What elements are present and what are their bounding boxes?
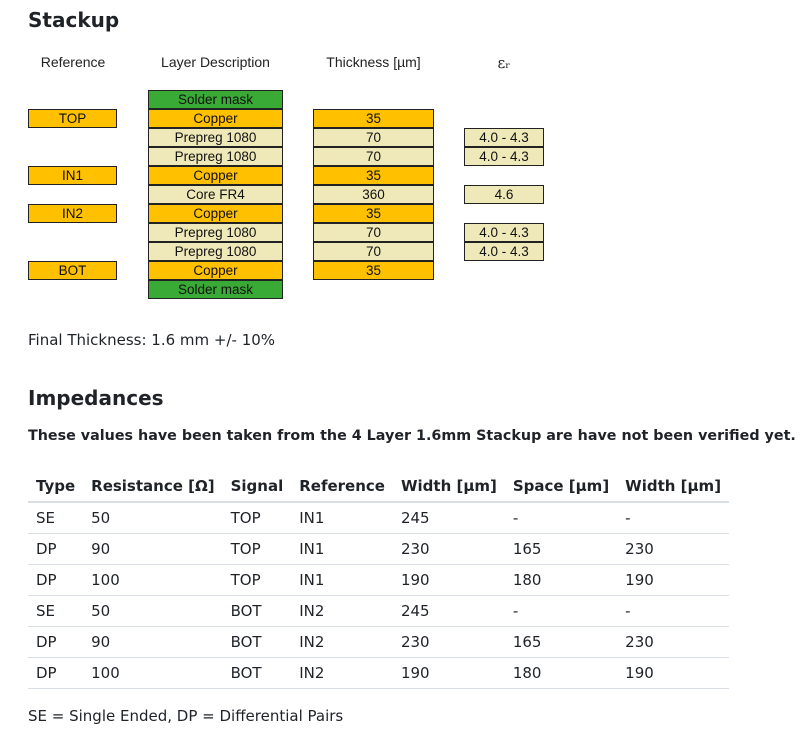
cell-space: - <box>505 502 617 534</box>
cell-space: 165 <box>505 534 617 565</box>
cell-signal: TOP <box>223 565 292 596</box>
cell-resistance: 100 <box>83 565 222 596</box>
thickness-prepreg-2: 70 <box>313 147 434 166</box>
layer-copper-top: Copper <box>148 109 283 128</box>
cell-width-2: 230 <box>617 534 729 565</box>
cell-reference: IN2 <box>291 658 393 689</box>
reference-column-header: Reference <box>40 54 106 70</box>
reference-top: TOP <box>28 109 117 128</box>
layer-core: Core FR4 <box>148 185 283 204</box>
cell-width-2: 190 <box>617 565 729 596</box>
layer-solder-mask-top: Solder mask <box>148 90 283 109</box>
table-row <box>28 658 729 689</box>
cell-width-2: 230 <box>617 627 729 658</box>
layer-copper-in2: Copper <box>148 204 283 223</box>
er-prepreg-3: 4.0 - 4.3 <box>464 223 544 242</box>
thickness-core: 360 <box>313 185 434 204</box>
cell-reference: IN1 <box>291 534 393 565</box>
cell-type: SE <box>28 596 83 627</box>
cell-resistance: 100 <box>83 658 222 689</box>
layer-prepreg-4: Prepreg 1080 <box>148 242 283 261</box>
table-row <box>28 596 729 627</box>
layer-prepreg-2: Prepreg 1080 <box>148 147 283 166</box>
cell-reference: IN1 <box>291 502 393 534</box>
cell-resistance: 50 <box>83 596 222 627</box>
cell-signal: BOT <box>223 627 292 658</box>
cell-space: 165 <box>505 627 617 658</box>
table-row <box>28 627 729 658</box>
cell-space: - <box>505 596 617 627</box>
cell-signal: TOP <box>223 534 292 565</box>
table-row <box>28 565 729 596</box>
thickness-prepreg-4: 70 <box>313 242 434 261</box>
column-header-width-2: Width [µm] <box>617 470 729 502</box>
cell-type: DP <box>28 658 83 689</box>
cell-resistance: 50 <box>83 502 222 534</box>
reference-in2: IN2 <box>28 204 117 223</box>
column-header-space: Space [µm] <box>505 470 617 502</box>
layer-solder-mask-bot: Solder mask <box>148 280 283 299</box>
column-header-type: Type <box>28 470 83 502</box>
cell-width: 230 <box>393 534 505 565</box>
impedances-heading: Impedances <box>28 386 164 410</box>
thickness-copper-in1: 35 <box>313 166 434 185</box>
cell-type: SE <box>28 502 83 534</box>
layer-column-header: Layer Description <box>161 54 270 70</box>
cell-width: 190 <box>393 658 505 689</box>
stackup-heading: Stackup <box>28 8 120 32</box>
column-header-width: Width [µm] <box>393 470 505 502</box>
er-core: 4.6 <box>464 185 544 204</box>
table-row <box>28 534 729 565</box>
thickness-prepreg-3: 70 <box>313 223 434 242</box>
cell-signal: TOP <box>223 502 292 534</box>
column-header-reference: Reference <box>291 470 393 502</box>
reference-in1: IN1 <box>28 166 117 185</box>
layer-prepreg-3: Prepreg 1080 <box>148 223 283 242</box>
layer-copper-in1: Copper <box>148 166 283 185</box>
cell-width: 230 <box>393 627 505 658</box>
layer-copper-bot: Copper <box>148 261 283 280</box>
er-prepreg-4: 4.0 - 4.3 <box>464 242 544 261</box>
permittivity-column-header: εᵣ <box>497 54 511 72</box>
cell-width: 245 <box>393 596 505 627</box>
thickness-prepreg-1: 70 <box>313 128 434 147</box>
table-row <box>28 502 729 534</box>
abbreviation-legend: SE = Single Ended, DP = Differential Pairs <box>28 707 344 725</box>
cell-space: 180 <box>505 565 617 596</box>
table-header-row <box>28 470 729 502</box>
cell-width-2: 190 <box>617 658 729 689</box>
cell-reference: IN2 <box>291 596 393 627</box>
cell-type: DP <box>28 534 83 565</box>
cell-width-2: - <box>617 502 729 534</box>
thickness-copper-top: 35 <box>313 109 434 128</box>
er-prepreg-2: 4.0 - 4.3 <box>464 147 544 166</box>
cell-reference: IN1 <box>291 565 393 596</box>
final-thickness: Final Thickness: 1.6 mm +/- 10% <box>28 331 276 349</box>
verification-note: These values have been taken from the 4 Layer 1.6mm Stackup are have not been verified yet. <box>28 428 796 444</box>
thickness-column-header: Thickness [µm] <box>326 54 421 70</box>
cell-type: DP <box>28 565 83 596</box>
layer-prepreg-1: Prepreg 1080 <box>148 128 283 147</box>
cell-signal: BOT <box>223 596 292 627</box>
cell-width-2: - <box>617 596 729 627</box>
thickness-copper-in2: 35 <box>313 204 434 223</box>
column-header-signal: Signal <box>223 470 292 502</box>
thickness-copper-bot: 35 <box>313 261 434 280</box>
er-prepreg-1: 4.0 - 4.3 <box>464 128 544 147</box>
impedance-table <box>28 470 729 689</box>
cell-width: 190 <box>393 565 505 596</box>
cell-width: 245 <box>393 502 505 534</box>
cell-space: 180 <box>505 658 617 689</box>
cell-reference: IN2 <box>291 627 393 658</box>
column-header-resistance: Resistance [Ω] <box>83 470 222 502</box>
cell-signal: BOT <box>223 658 292 689</box>
reference-bot: BOT <box>28 261 117 280</box>
cell-type: DP <box>28 627 83 658</box>
cell-resistance: 90 <box>83 627 222 658</box>
cell-resistance: 90 <box>83 534 222 565</box>
